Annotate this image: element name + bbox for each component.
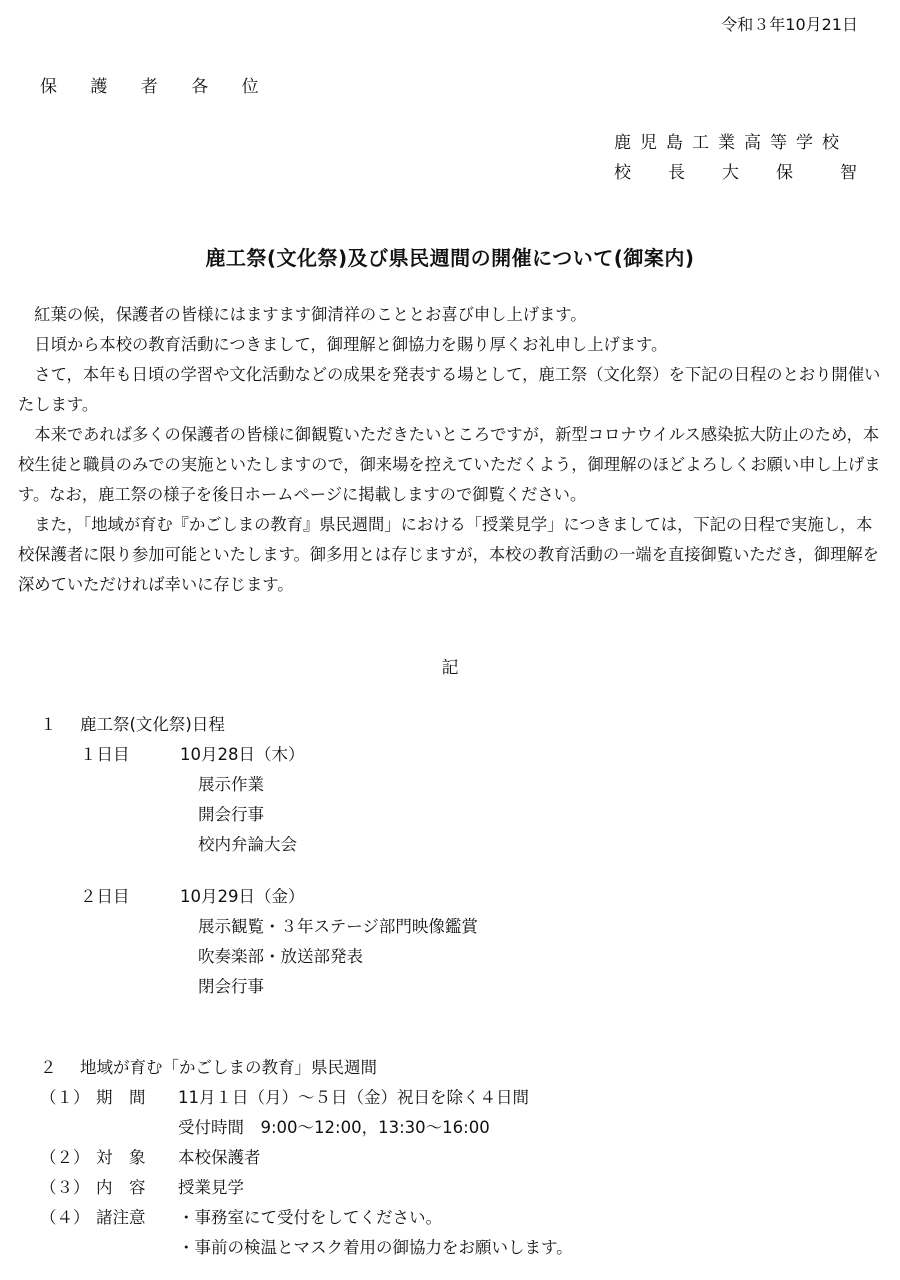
sender-name-part: 長 <box>668 163 685 183</box>
body-text <box>18 300 884 600</box>
reception-hours: 受付時間 9:00～12:00，13:30～16:00 <box>178 1118 490 1137</box>
paragraph: 本来であれば多くの保護者の皆様に御観覧いただきたいところですが，新型コロナウイルス感染拡大防止のため，本校生徒と職員のみでの実施といたしますので，御来場を控えていただくよう，御理解のほどよろしくお願い申し上げます。なお，鹿工祭の様子を後日ホームページに掲載しますので御覧ください。 <box>18 425 881 504</box>
detail-number: （３） <box>40 1178 90 1197</box>
detail-title: 内 容 <box>96 1178 146 1197</box>
detail-row <box>40 1173 573 1203</box>
detail-number: （２） <box>40 1148 90 1167</box>
paragraph: さて，本年も日頃の学習や文化活動などの成果を発表する場として，鹿工祭（文化祭）を下記の日程のとおり開催いたします。 <box>18 365 881 414</box>
section-2-heading-row <box>40 1053 573 1083</box>
schedule-item: 校内弁論大会 <box>198 835 297 854</box>
detail-value: 11月１日（月）～５日（金）祝日を除く４日間 <box>178 1088 529 1107</box>
section-number: ２ <box>40 1058 57 1077</box>
detail-label <box>40 1203 178 1233</box>
section-1 <box>40 710 478 1002</box>
detail-value: 本校保護者 <box>178 1148 261 1167</box>
section-number: １ <box>40 715 57 734</box>
paragraph: 日頃から本校の教育活動につきまして，御理解と御協力を賜り厚くお礼申し上げます。 <box>34 335 668 354</box>
day-date: 10月28日（木） <box>180 745 305 764</box>
precaution-note: ・事前の検温とマスク着用の御協力をお願いします。 <box>178 1238 573 1257</box>
detail-label <box>40 1173 178 1203</box>
detail-title: 期 間 <box>96 1088 146 1107</box>
detail-row <box>40 1083 573 1113</box>
sender-name <box>614 158 857 188</box>
detail-title: 対 象 <box>96 1148 146 1167</box>
detail-label <box>40 1083 178 1113</box>
day-row <box>40 882 478 912</box>
section-1-heading-row <box>40 710 478 740</box>
detail-number: （１） <box>40 1088 90 1107</box>
section-heading: 鹿工祭(文化祭)日程 <box>80 715 225 734</box>
paragraph: 紅葉の候，保護者の皆様にはますます御清祥のこととお喜び申し上げます。 <box>34 305 587 324</box>
schedule-item: 吹奏楽部・放送部発表 <box>198 947 363 966</box>
detail-row <box>40 1203 573 1233</box>
detail-value: ・事務室にて受付をしてください。 <box>178 1208 442 1227</box>
sender-school: 鹿児島工業高等学校 <box>614 133 848 153</box>
issue-date: 令和３年10月21日 <box>721 15 858 34</box>
ki-heading: 記 <box>441 658 459 678</box>
paragraph: また，「地域が育む『かごしまの教育』県民週間」における「授業見学」につきましては，下記の日程で実施し，本校保護者に限り参加可能といたします。御多用とは存じますが，本校の教育活動の一端を直接御覧いただき，御理解を深めていただければ幸いに存じます。 <box>18 515 879 594</box>
schedule-item: 展示作業 <box>198 775 264 794</box>
section-2 <box>40 1053 573 1263</box>
detail-row <box>40 1143 573 1173</box>
sender-name-part: 保 <box>776 163 793 183</box>
recipient: 保 護 者 各 位 <box>40 77 273 97</box>
sender-name-part: 大 <box>722 163 739 183</box>
detail-number: （４） <box>40 1208 90 1227</box>
day-label: ２日目 <box>80 887 130 906</box>
day-row <box>40 740 478 770</box>
day-date: 10月29日（金） <box>180 887 305 906</box>
detail-value: 授業見学 <box>178 1178 244 1197</box>
detail-label <box>40 1143 178 1173</box>
schedule-item: 開会行事 <box>198 805 264 824</box>
sender-name-part: 校 <box>614 163 631 183</box>
section-heading: 地域が育む「かごしまの教育」県民週間 <box>80 1058 377 1077</box>
day-label: １日目 <box>80 745 130 764</box>
sender-name-part: 智 <box>840 163 857 183</box>
schedule-item: 展示観覧・３年ステージ部門映像鑑賞 <box>198 917 478 936</box>
document-title: 鹿工祭(文化祭)及び県民週間の開催について(御案内) <box>205 246 695 270</box>
sender-block <box>614 128 857 188</box>
detail-title: 諸注意 <box>96 1208 146 1227</box>
schedule-item: 閉会行事 <box>198 977 264 996</box>
